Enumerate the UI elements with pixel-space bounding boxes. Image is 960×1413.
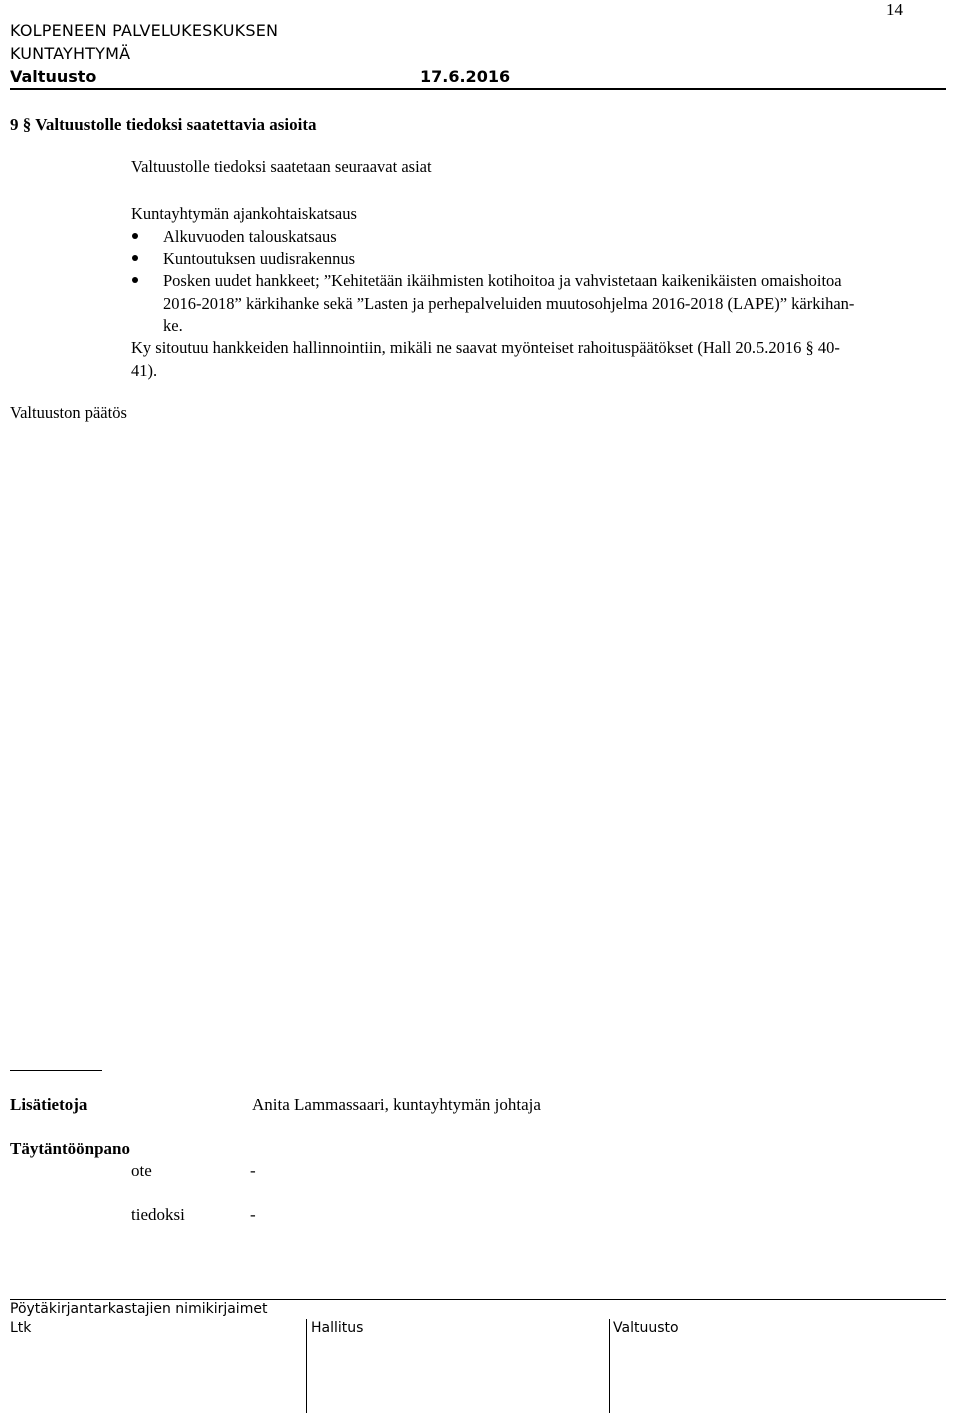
info-label: Lisätietoja [10,1095,88,1114]
header-divider [10,88,946,90]
list-item [131,227,337,247]
footer-column-separator [609,1319,610,1413]
list-item-text: Kuntoutuksen uudisrakennus [163,249,356,268]
footer-column-ltk: Ltk [10,1320,32,1336]
footer-column-separator [306,1319,307,1413]
decision-label: Valtuuston päätös [10,403,127,422]
list-item [131,271,842,291]
ote-value: - [250,1161,256,1180]
meeting-body: Valtuusto [10,67,97,86]
bullet-icon [132,255,138,261]
details-divider [10,1070,102,1071]
section-title: 9 § Valtuustolle tiedoksi saatettavia asioita [10,115,317,134]
meeting-date: 17.6.2016 [420,67,511,86]
section-intro: Valtuustolle tiedoksi saatetaan seuraavat asiat [131,157,432,176]
page-number: 14 [886,0,903,19]
bullet-icon [132,233,138,239]
footer-column-valtuusto: Valtuusto [613,1320,679,1336]
footer-column-hallitus: Hallitus [311,1320,364,1336]
organization-name-line1: KOLPENEEN PALVELUKESKUKSEN [10,21,279,40]
list-item-continuation: ke. [163,316,183,335]
list-item [131,249,355,269]
note-text: 41). [131,361,158,380]
list-item-text: Alkuvuoden talouskatsaus [163,227,337,246]
organization-name-line2: KUNTAYHTYMÄ [10,44,131,63]
info-person: Anita Lammassaari, kuntayhtymän johtaja [252,1095,541,1114]
bullet-icon [132,277,138,283]
tiedoksi-label: tiedoksi [131,1205,185,1224]
footer-divider [10,1299,946,1300]
ote-label: ote [131,1161,152,1180]
topic-heading: Kuntayhtymän ajankohtaiskatsaus [131,204,357,223]
tiedoksi-value: - [250,1205,256,1224]
execution-label: Täytäntöönpano [10,1139,130,1158]
list-item-text: Posken uudet hankkeet; ”Kehitetään ikäihmisten kotihoitoa ja vahvistetaan kaikenikäisten omaishoitoa [163,271,842,290]
footer-title: Pöytäkirjantarkastajien nimikirjaimet [10,1301,268,1317]
list-item-continuation: 2016-2018” kärkihanke sekä ”Lasten ja perhepalveluiden muutosohjelma 2016-2018 (LAPE)” kärkihan- [163,294,855,313]
note-text: Ky sitoutuu hankkeiden hallinnointiin, mikäli ne saavat myönteiset rahoituspäätökset (Hall 20.5.2016 § 40- [131,338,840,357]
